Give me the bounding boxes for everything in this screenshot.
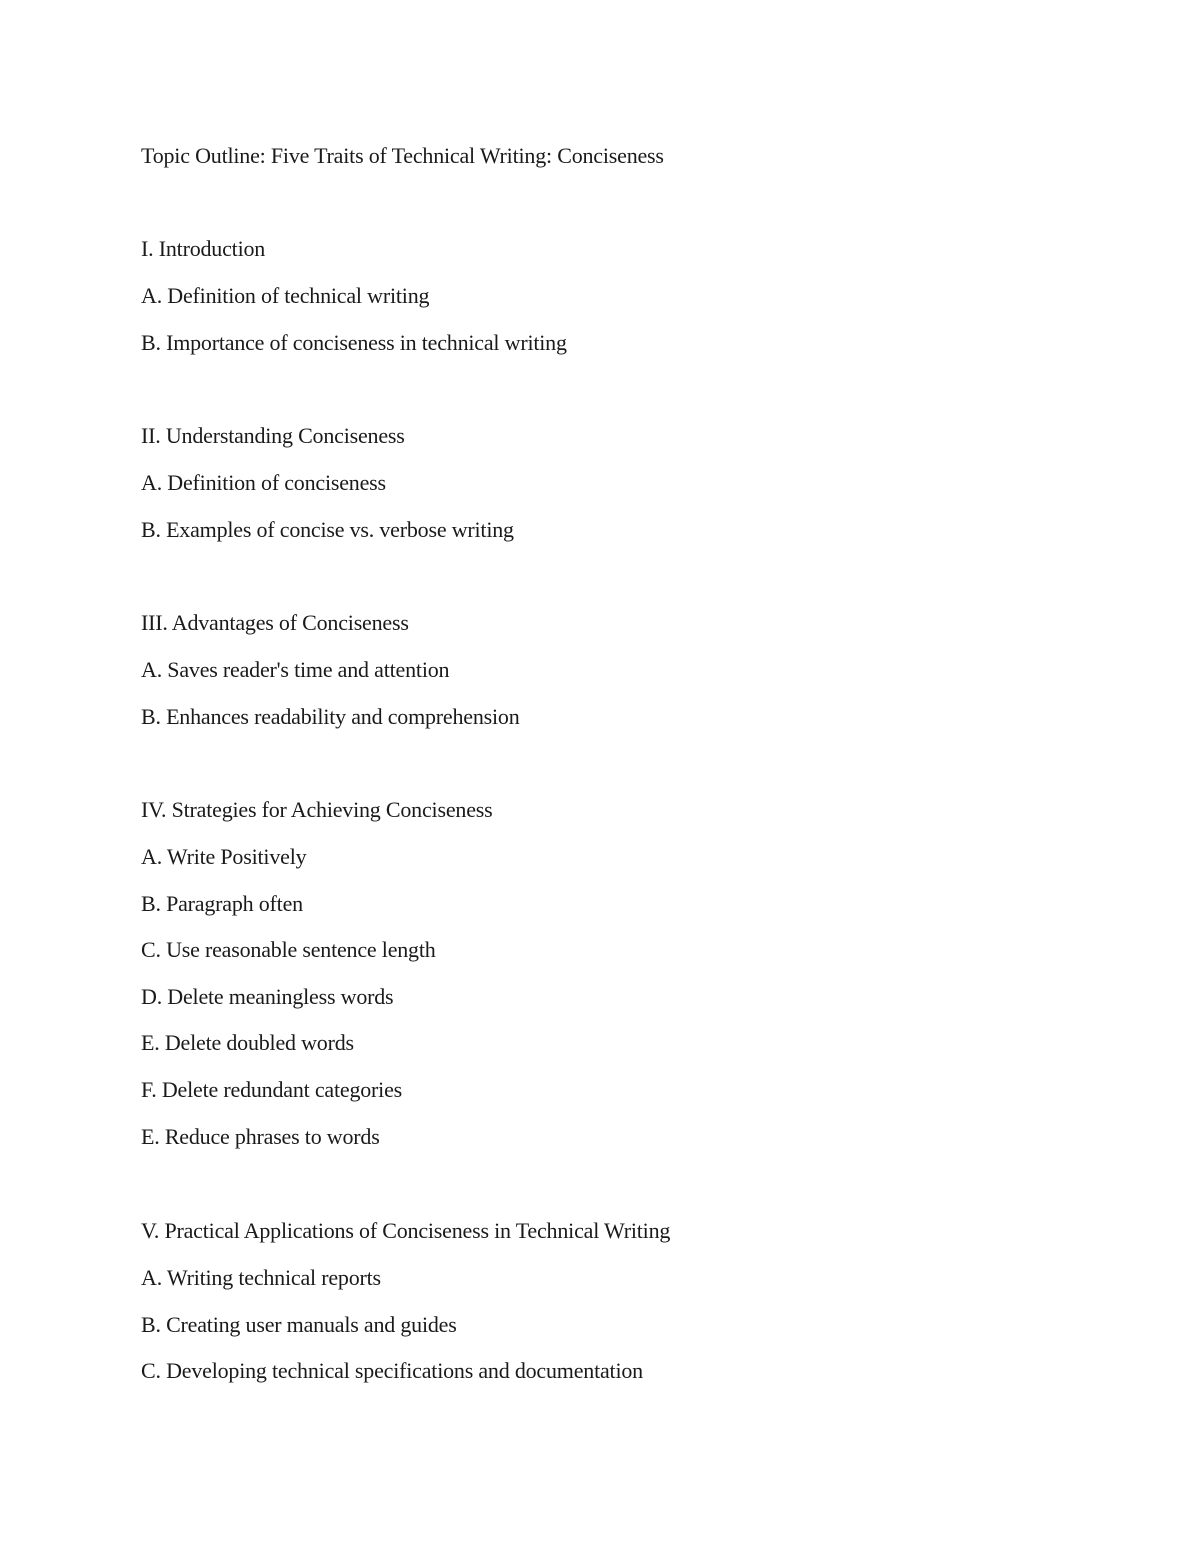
outline-item: A. Definition of conciseness — [141, 470, 386, 495]
outline-item: C. Developing technical specifications and documentation — [141, 1358, 643, 1383]
document-title: Topic Outline: Five Traits of Technical Writing: Conciseness — [141, 143, 664, 168]
section-heading-applications: V. Practical Applications of Conciseness in Technical Writing — [141, 1218, 671, 1243]
outline-item: C. Use reasonable sentence length — [141, 937, 436, 962]
outline-item: B. Creating user manuals and guides — [141, 1312, 457, 1337]
outline-item: E. Delete doubled words — [141, 1030, 354, 1055]
section-heading-introduction: I. Introduction — [141, 236, 266, 261]
outline-item: E. Reduce phrases to words — [141, 1124, 380, 1149]
section-heading-advantages: III. Advantages of Conciseness — [141, 610, 409, 635]
outline-item: A. Write Positively — [141, 844, 307, 869]
outline-item: B. Enhances readability and comprehension — [141, 704, 520, 729]
outline-item: D. Delete meaningless words — [141, 984, 394, 1009]
outline-item: A. Saves reader's time and attention — [141, 657, 450, 682]
outline-item: B. Examples of concise vs. verbose writing — [141, 517, 514, 542]
section-heading-understanding: II. Understanding Conciseness — [141, 423, 405, 448]
outline-item: F. Delete redundant categories — [141, 1077, 403, 1102]
outline-item: A. Definition of technical writing — [141, 283, 430, 308]
section-heading-strategies: IV. Strategies for Achieving Conciseness — [141, 797, 493, 822]
outline-item: B. Paragraph often — [141, 891, 303, 916]
outline-item: B. Importance of conciseness in technical writing — [141, 330, 567, 355]
outline-item: A. Writing technical reports — [141, 1265, 381, 1290]
